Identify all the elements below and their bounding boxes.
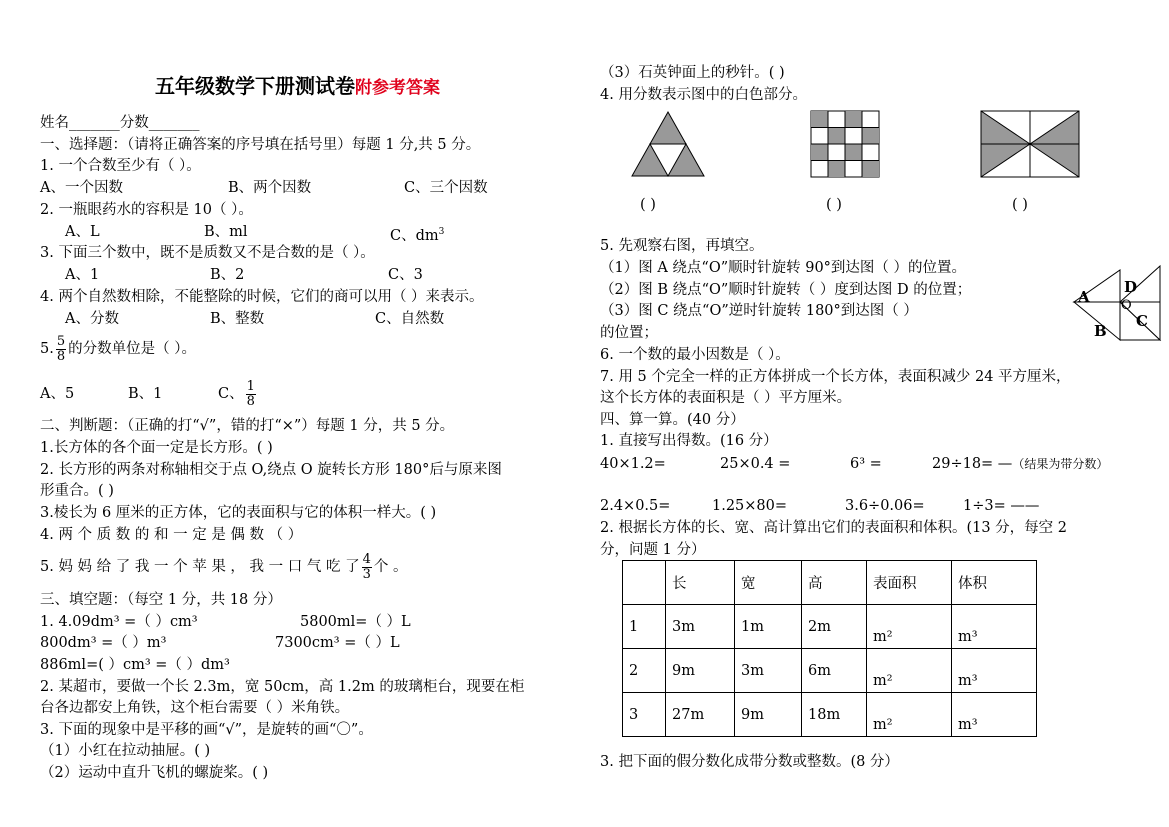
label-d: D xyxy=(1124,278,1138,296)
name-score-line: 姓名_______分数_______ xyxy=(40,115,200,131)
blank-3[interactable]: ( ) xyxy=(1012,197,1028,213)
j5-fraction: $\frac{4}{3}$ xyxy=(362,551,371,582)
label-b: B xyxy=(1094,322,1107,340)
f6: 6. 一个数的最小因数是（ ）。 xyxy=(600,347,790,363)
th-height: 高 xyxy=(802,561,867,605)
section1-title: 一、选择题：（请将正确答案的序号填在括号里）每题 1 分,共 5 分。 xyxy=(40,137,481,153)
calc-5: 2.4×0.5= xyxy=(600,498,671,514)
q1-opt-c: C、三个因数 xyxy=(404,180,488,196)
f1c: 800dm³ =（ ）m³ xyxy=(40,635,167,651)
f7-line2: 这个长方体的表面积是（ ）平方厘米。 xyxy=(600,390,852,406)
th-length: 长 xyxy=(666,561,735,605)
q3-opt-a: A、1 xyxy=(65,267,100,283)
f5: 5. 先观察右图，再填空。 xyxy=(600,238,764,254)
q1-opt-a: A、一个因数 xyxy=(40,180,123,196)
section2-title: 二、判断题：（正确的打“√”，错的打“×”）每题 1 分，共 5 分。 xyxy=(40,418,455,434)
cell-height: 2m xyxy=(802,605,867,649)
blank-2[interactable]: ( ) xyxy=(826,197,842,213)
table-row xyxy=(623,693,1037,737)
blank-1[interactable]: ( ) xyxy=(640,197,656,213)
f2-line2: 台各边都安上角铁，这个柜台需要（ ）米角铁。 xyxy=(40,700,350,716)
f3-2: （2）运动中直升飞机的螺旋桨。( ) xyxy=(40,765,269,781)
table-row xyxy=(623,649,1037,693)
f1b: 5800ml=（ ）L xyxy=(300,614,411,630)
q4-opt-a: A、分数 xyxy=(65,311,119,327)
calc-3: 6³ = xyxy=(850,456,882,472)
j2-line1: 2. 长方形的两条对称轴相交于点 O,绕点 O 旋转长方形 180°后与原来图 xyxy=(40,462,502,478)
f3-3: （3）石英钟面上的秒针。( ) xyxy=(600,65,785,81)
cell-surface[interactable]: m² xyxy=(867,649,952,693)
q2-opt-b: B、ml xyxy=(204,224,248,240)
j5: 5. 妈 妈 给 了 我 一 个 苹 果 ， 我 一 口 气 吃 了 $\frac{4}{3}$ 个 。 xyxy=(40,551,408,582)
cell-length: 27m xyxy=(666,693,735,737)
cell-volume[interactable]: m³ xyxy=(952,605,1037,649)
cell-width: 3m xyxy=(735,649,802,693)
j3: 3.棱长为 6 厘米的正方体，它的表面积与它的体积一样大。( ) xyxy=(40,505,437,521)
f3-1: （1）小红在拉动抽屉。( ) xyxy=(40,743,211,759)
q3-opt-c: C、3 xyxy=(388,267,423,283)
c2-line2: 分，问题 1 分） xyxy=(600,542,706,558)
cell-index: 2 xyxy=(623,649,666,693)
th-width: 宽 xyxy=(735,561,802,605)
j2-line2: 形重合。( ) xyxy=(40,483,114,499)
title-main: 五年级数学下册测试卷 xyxy=(155,74,355,98)
q5: 5. $\frac{5}{8}$ 的分数单位是（ ）。 xyxy=(40,333,196,364)
page-title xyxy=(155,76,440,98)
q2: 2. 一瓶眼药水的容积是 10（ ）。 xyxy=(40,202,253,218)
q3-opt-b: B、2 xyxy=(210,267,245,283)
calc-2: 25×0.4 = xyxy=(720,456,791,472)
cell-volume[interactable]: m³ xyxy=(952,693,1037,737)
q3: 3. 下面三个数中，既不是质数又不是合数的是（ ）。 xyxy=(40,245,375,261)
f1e: 886ml=( ）cm³ =（ ）dm³ xyxy=(40,657,230,673)
f2-line1: 2. 某超市，要做一个长 2.3m，宽 50cm，高 1.2m 的玻璃柜台，现要在柜 xyxy=(40,679,525,695)
f5-3: （3）图 C 绕点“O”逆时针旋转 180°到达图（ ） xyxy=(600,303,918,319)
f3: 3. 下面的现象中是平移的画“√”，是旋转的画“〇”。 xyxy=(40,722,373,738)
q4-opt-b: B、整数 xyxy=(210,311,265,327)
c2-line1: 2. 根据长方体的长、宽、高计算出它们的表面积和体积。(13 分，每空 2 xyxy=(600,520,1067,536)
j1: 1.长方体的各个面一定是长方形。( ) xyxy=(40,440,273,456)
calc-8: 1÷3= —— xyxy=(963,498,1040,514)
section3-title: 三、填空题：（每空 1 分，共 18 分） xyxy=(40,592,282,608)
c1: 1. 直接写出得数。(16 分） xyxy=(600,433,778,449)
rectangle-diagonals-figure xyxy=(980,110,1080,178)
th-volume: 体积 xyxy=(952,561,1037,605)
q4: 4. 两个自然数相除，不能整除的时候，它们的商可以用（ ）来表示。 xyxy=(40,289,484,305)
table-header-row xyxy=(623,561,1037,605)
title-suffix: 附参考答案 xyxy=(355,78,440,98)
th-index xyxy=(623,561,666,605)
label-o: O xyxy=(1121,298,1132,313)
f5-2: （2）图 B 绕点“O”顺时针旋转（ ）度到达图 D 的位置； xyxy=(600,282,972,298)
f1d: 7300cm³ =（ ）L xyxy=(275,635,400,651)
q1: 1. 一个合数至少有（ ）。 xyxy=(40,158,201,174)
cell-surface[interactable]: m² xyxy=(867,693,952,737)
q4-opt-c: C、自然数 xyxy=(375,311,445,327)
c3: 3. 把下面的假分数化成带分数或整数。(8 分） xyxy=(600,754,899,770)
q5-opt-a: A、5 xyxy=(40,386,75,402)
cell-surface[interactable]: m² xyxy=(867,605,952,649)
section4-title: 四、算一算。(40 分） xyxy=(600,412,745,428)
cell-length: 9m xyxy=(666,649,735,693)
calc-note: （结果为带分数） xyxy=(1012,457,1109,471)
calc-6: 1.25×80= xyxy=(712,498,788,514)
q2-opt-a: A、L xyxy=(65,224,100,240)
q2-opt-c: C、$dm^3$ xyxy=(390,227,445,244)
q5-opt-c: C、 $\frac{1}{8}$ xyxy=(218,378,255,409)
f4: 4. 用分数表示图中的白色部分。 xyxy=(600,87,807,103)
cell-index: 3 xyxy=(623,693,666,737)
q5-opt-b: B、1 xyxy=(128,386,163,402)
pinwheel-figure xyxy=(1068,262,1164,348)
q5-c-fraction: $\frac{1}{8}$ xyxy=(246,378,255,409)
table-row xyxy=(623,605,1037,649)
f7-line1: 7. 用 5 个完全一样的正方体拼成一个长方体，表面积减少 24 平方厘米， xyxy=(600,369,1071,385)
triangle-figure xyxy=(630,110,706,178)
calc-4: 29÷18= —（结果为带分数） xyxy=(932,456,1109,472)
th-surface: 表面积 xyxy=(867,561,952,605)
cell-height: 6m xyxy=(802,649,867,693)
cell-index: 1 xyxy=(623,605,666,649)
f1a: 1. 4.09dm³ =（ ）cm³ xyxy=(40,614,198,630)
cell-height: 18m xyxy=(802,693,867,737)
calc-1: 40×1.2= xyxy=(600,456,666,472)
label-a: A xyxy=(1078,288,1090,306)
q5-fraction: $\frac{5}{8}$ xyxy=(56,333,66,364)
calc-7: 3.6÷0.06= xyxy=(845,498,925,514)
q1-opt-b: B、两个因数 xyxy=(228,180,312,196)
cell-length: 3m xyxy=(666,605,735,649)
checker-grid-figure xyxy=(810,110,880,178)
f5-3b: 的位置； xyxy=(600,325,658,341)
j4: 4. 两 个 质 数 的 和 一 定 是 偶 数 （ ） xyxy=(40,527,303,543)
cell-volume[interactable]: m³ xyxy=(952,649,1037,693)
f5-1: （1）图 A 绕点“O”顺时针旋转 90°到达图（ ）的位置。 xyxy=(600,260,967,276)
cell-width: 9m xyxy=(735,693,802,737)
dimensions-table xyxy=(622,560,1037,737)
cell-width: 1m xyxy=(735,605,802,649)
label-c: C xyxy=(1136,312,1148,330)
